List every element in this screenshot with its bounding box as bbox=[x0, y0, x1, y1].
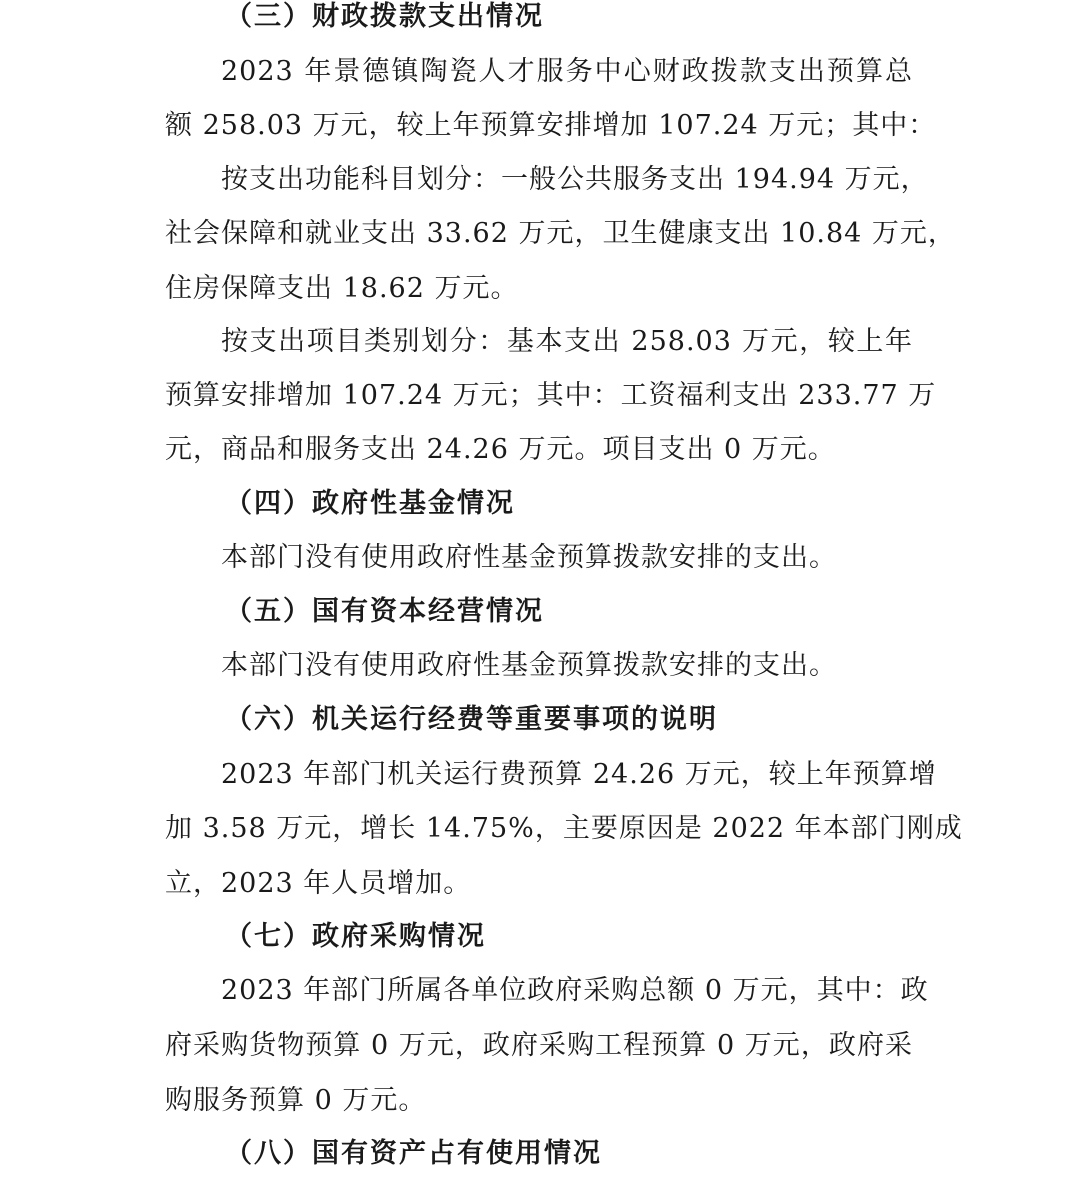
paragraph-line: 按支出功能科目划分：一般公共服务支出 194.94 万元， bbox=[221, 164, 929, 195]
paragraph-line: 购服务预算 0 万元。 bbox=[165, 1085, 427, 1116]
paragraph-line: 按支出项目类别划分：基本支出 258.03 万元，较上年 bbox=[221, 326, 913, 357]
paragraph-line: 预算安排增加 107.24 万元；其中：工资福利支出 233.77 万 bbox=[165, 380, 937, 411]
paragraph-line: 加 3.58 万元，增长 14.75%，主要原因是 2022 年本部门刚成 bbox=[165, 813, 963, 844]
section-heading-4: （四）政府性基金情况 bbox=[225, 488, 515, 519]
paragraph-line: 2023 年部门所属各单位政府采购总额 0 万元，其中：政 bbox=[221, 975, 929, 1006]
section-heading-6: （六）机关运行经费等重要事项的说明 bbox=[225, 704, 718, 735]
section-heading-5: （五）国有资本经营情况 bbox=[225, 596, 544, 627]
paragraph-line: 本部门没有使用政府性基金预算拨款安排的支出。 bbox=[221, 650, 837, 681]
paragraph-line: 2023 年部门机关运行费预算 24.26 万元，较上年预算增 bbox=[221, 759, 937, 790]
paragraph-line: 元，商品和服务支出 24.26 万元。项目支出 0 万元。 bbox=[165, 434, 836, 465]
paragraph-line: 2023 年景德镇陶瓷人才服务中心财政拨款支出预算总 bbox=[221, 56, 913, 87]
section-heading-8: （八）国有资产占有使用情况 bbox=[225, 1138, 602, 1169]
paragraph-line: 社会保障和就业支出 33.62 万元，卫生健康支出 10.84 万元， bbox=[165, 218, 956, 249]
section-heading-3: （三）财政拨款支出情况 bbox=[225, 1, 544, 32]
paragraph-line: 额 258.03 万元，较上年预算安排增加 107.24 万元；其中： bbox=[165, 110, 937, 141]
section-heading-7: （七）政府采购情况 bbox=[225, 921, 486, 952]
paragraph-line: 立，2023 年人员增加。 bbox=[165, 868, 472, 899]
paragraph-line: 府采购货物预算 0 万元，政府采购工程预算 0 万元，政府采 bbox=[165, 1030, 913, 1061]
paragraph-line: 本部门没有使用政府性基金预算拨款安排的支出。 bbox=[221, 542, 837, 573]
paragraph-line: 住房保障支出 18.62 万元。 bbox=[165, 273, 519, 304]
